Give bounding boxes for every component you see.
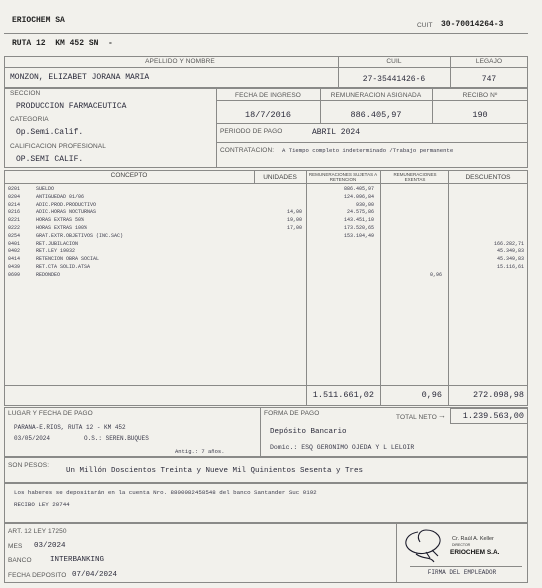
row-desc: GRAT.EXTR.OBJETIVOS (INC.SAC) (36, 232, 124, 239)
art-label: ART. 12 LEY 17250 (8, 528, 67, 535)
lugar-value: PARANA-E.RIOS, RUTA 12 - KM 452 (14, 424, 126, 431)
col-descuentos: DESCUENTOS (465, 174, 511, 181)
row-code: 0216 (8, 209, 21, 216)
row-descuento: 15.116,61 (496, 264, 524, 270)
legajo-label: LEGAJO (475, 58, 503, 65)
row-units: 14,00 (286, 209, 302, 216)
neto-label: TOTAL NETO (396, 414, 437, 421)
row-desc: ADIC.HORAS NOCTURNAS (36, 209, 97, 216)
obra-social: O.S.: SEREN.BUQUES (84, 435, 149, 442)
stamp-name: Cr. Raúl A. Keller (452, 536, 494, 542)
col-rem-exentas: REMUNERACIONES EXENTAS (393, 172, 437, 182)
row-code: 0401 (8, 240, 21, 247)
stamp-company: ERIOCHEM S.A. (450, 549, 500, 556)
categoria-label: CATEGORIA (10, 116, 49, 123)
row-desc: RET.JUBILACION (36, 240, 79, 247)
row-code: 0414 (8, 256, 21, 263)
row-sujetas: 153.104,49 (343, 232, 374, 239)
domicilio: Domic.: ESQ GERONIMO OJEDA Y L LELOIR (270, 444, 415, 451)
row-sujetas: 886.405,97 (343, 186, 374, 192)
recibo-label: RECIBO Nº (462, 92, 498, 99)
antiguedad: Antig.: 7 años. (175, 448, 225, 455)
row-sujetas: 930,00 (355, 201, 374, 208)
employee-legajo: 747 (481, 75, 497, 84)
company-address: RUTA 12 KM 452 SN - (12, 39, 113, 48)
row-desc: REDONDEO (36, 271, 61, 278)
row-desc: RET.LEY 19032 (36, 248, 76, 255)
periodo-value: ABRIL 2024 (312, 128, 361, 137)
periodo-label: PERIODO DE PAGO (220, 128, 283, 135)
row-code: 0201 (8, 186, 21, 192)
stamp-role: DIRECTOR (452, 543, 471, 547)
row-code: 0221 (8, 217, 21, 224)
col-rem-sujetas: REMUNERACIONES SUJETAS A RETENCION (308, 172, 378, 182)
row-sujetas: 24.575,86 (346, 209, 374, 216)
total-descuentos: 272.098,98 (472, 390, 524, 400)
row-sujetas: 173.520,65 (343, 225, 374, 231)
row-desc: HORAS EXTRAS 100% (36, 225, 88, 231)
lugar-label: LUGAR Y FECHA DE PAGO (8, 410, 93, 417)
contratacion-label: CONTRATACION: (220, 147, 275, 154)
row-desc: SUELDO (36, 186, 55, 192)
son-pesos-label: SON PESOS: (8, 462, 50, 469)
cuit-label: CUIT (417, 22, 433, 29)
row-code: 0204 (8, 193, 21, 200)
neto-value: 1.239.563,00 (462, 411, 524, 421)
calificacion-value: OP.SEMI CALIF. (16, 155, 84, 164)
company-name: ERIOCHEM SA (12, 16, 65, 25)
bank-note-line1: Los haberes se depositarán en la cuenta Nro. 8800082458548 del banco Santander Suc 0192 (14, 489, 317, 496)
signature-icon (396, 524, 456, 564)
bank-note-line2: RECIBO LEY 20744 (14, 501, 70, 508)
seccion-value: PRODUCCION FARMACEUTICA (16, 102, 127, 111)
calificacion-label: CALIFICACION PROFESIONAL (10, 143, 106, 150)
son-pesos-text: Un Millón Doscientos Treinta y Nueve Mil Quinientos Sesenta y Tres (66, 467, 364, 475)
row-units: 19,00 (286, 217, 302, 224)
col-concepto: CONCEPTO (110, 172, 148, 179)
row-descuento: 166.282,71 (493, 240, 524, 247)
row-code: 0439 (8, 264, 21, 270)
row-code: 0254 (8, 232, 21, 239)
employee-cuil: 27-35441426-6 (362, 75, 426, 84)
fecha-dep-label: FECHA DEPOSITO (8, 572, 67, 579)
row-desc: HORAS EXTRAS 50% (36, 217, 85, 224)
row-code: 0699 (8, 271, 21, 278)
forma-label: FORMA DE PAGO (264, 410, 320, 417)
row-code: 0402 (8, 248, 21, 255)
remuneracion-value: 886.405,97 (350, 110, 402, 120)
row-desc: RET.CTA SOLID.ATSA (36, 264, 91, 270)
remuneracion-label: REMUNERACION ASIGNADA (330, 92, 422, 99)
name-label: APELLIDO Y NOMBRE (145, 58, 215, 65)
row-code: 0214 (8, 201, 21, 208)
total-exentas: 0,96 (421, 390, 442, 400)
recibo-value: 190 (472, 110, 488, 120)
fecha-ingreso-value: 18/7/2016 (245, 110, 291, 120)
row-desc: ANTIGUEDAD 01/06 (36, 193, 85, 200)
fecha-dep-value: 07/04/2024 (72, 571, 118, 579)
forma-value: Depósito Bancario (270, 428, 347, 436)
neto-arrow-icon: → (438, 411, 446, 420)
mes-value: 03/2024 (34, 542, 66, 550)
col-unidades: UNIDADES (263, 174, 297, 181)
banco-value: INTERBANKING (50, 556, 105, 564)
cuit-value: 30-70014264-3 (441, 20, 504, 29)
firma-label: FIRMA DEL EMPLEADOR (427, 569, 497, 576)
banco-label: BANCO (8, 557, 32, 564)
row-sujetas: 143.451,10 (343, 217, 374, 224)
employee-name: MONZON, ELIZABET JORANA MARIA (10, 73, 150, 82)
row-descuento: 45.349,83 (496, 248, 524, 255)
row-descuento: 45.349,83 (496, 256, 524, 263)
categoria-value: Op.Semi.Calif. (16, 128, 84, 137)
row-desc: ADIC.PROD.PRODUCTIVO (36, 201, 97, 208)
cuil-label: CUIL (386, 58, 402, 65)
row-units: 17,00 (286, 225, 302, 231)
fecha-ingreso-label: FECHA DE INGRESO (235, 92, 301, 99)
fecha-pago: 03/05/2024 (14, 435, 51, 442)
row-code: 0222 (8, 225, 21, 231)
contratacion-value: A Tiempo completo indeterminado /Trabajo permanente (282, 147, 454, 154)
seccion-label: SECCION (10, 90, 41, 97)
row-sujetas: 124.096,84 (343, 193, 374, 200)
row-exentas: 0,96 (429, 271, 442, 278)
mes-label: MES (8, 543, 23, 550)
row-desc: RETENCION OBRA SOCIAL (36, 256, 100, 263)
total-sujetas: 1.511.661,02 (312, 390, 374, 400)
